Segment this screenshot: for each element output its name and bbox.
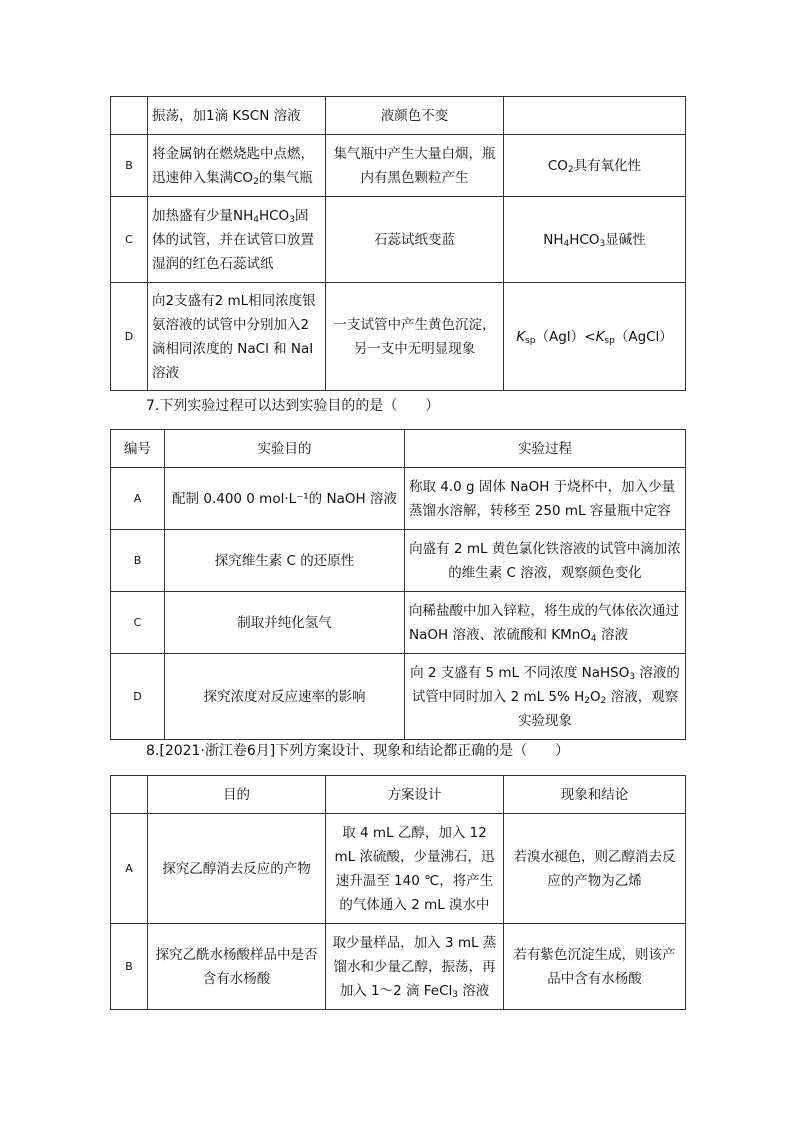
row-label: A [111, 814, 148, 924]
row-label: B [111, 924, 148, 1010]
conclusion-cell: $CO_2$具有氧化性 [504, 135, 686, 197]
phenomenon-cell: 一支试管中产生黄色沉淀，另一支中无明显现象 [326, 283, 504, 391]
column-header [111, 776, 148, 814]
row-label: D [111, 283, 148, 391]
table-header-row [111, 430, 686, 468]
result-cell: 若有紫色沉淀生成，则该产品中含有水杨酸 [504, 924, 686, 1010]
table-row [111, 592, 686, 654]
question-8-table [110, 775, 686, 1010]
process-cell: 称取 4.0 g 固体 NaOH 于烧杯中，加入少量蒸馏水溶解，转移至 250 mL 容量瓶中定容 [405, 468, 686, 530]
table-continuation [110, 96, 686, 391]
table-row [111, 97, 686, 135]
question-7-text: 7.下列实验过程可以达到实验目的的是（ ） [146, 398, 440, 414]
row-label: A [111, 468, 165, 530]
procedure-cell: 将金属钠在燃烧匙中点燃，迅速伸入集满$CO_2$的集气瓶 [148, 135, 326, 197]
table-row [111, 197, 686, 283]
column-header: 实验过程 [405, 430, 686, 468]
table-row [111, 135, 686, 197]
process-cell: 向盛有 2 mL 黄色氯化铁溶液的试管中滴加浓的维生素 C 溶液，观察颜色变化 [405, 530, 686, 592]
row-label: B [111, 530, 165, 592]
row-label: B [111, 135, 148, 197]
conclusion-cell: $K_{sp}(AgI)<K_{sp}(AgCl)$ [504, 283, 686, 391]
purpose-cell: 制取并纯化氢气 [165, 592, 405, 654]
procedure-cell: 向2支盛有2 mL相同浓度银氨溶液的试管中分别加入2滴相同浓度的 NaCl 和 NaI 溶液 [148, 283, 326, 391]
row-label: C [111, 592, 165, 654]
conclusion-cell: $NH_4HCO_3$显碱性 [504, 197, 686, 283]
column-header: 现象和结论 [504, 776, 686, 814]
process-cell: 向 2 支盛有 5 mL 不同浓度 NaHSO$_3$ 溶液的试管中同时加入 2 mL 5% $H_2O_2$ 溶液，观察实验现象 [405, 654, 686, 740]
phenomenon-cell: 液颜色不变 [326, 97, 504, 135]
purpose-cell: 探究乙醇消去反应的产物 [148, 814, 326, 924]
question-7-table [110, 429, 686, 740]
purpose-cell: 探究浓度对反应速率的影响 [165, 654, 405, 740]
table-row [111, 654, 686, 740]
process-cell: 向稀盐酸中加入锌粒，将生成的气体依次通过 NaOH 溶液、浓硫酸和 KMnO$_4$ 溶液 [405, 592, 686, 654]
column-header: 编号 [111, 430, 165, 468]
phenomenon-cell: 集气瓶中产生大量白烟，瓶内有黑色颗粒产生 [326, 135, 504, 197]
design-cell: 取 4 mL 乙醇，加入 12 mL 浓硫酸，少量沸石，迅速升温至 140 ℃，将产生的气体通入 2 mL 溴水中 [326, 814, 504, 924]
table-row [111, 814, 686, 924]
procedure-cell: 振荡，加1滴 KSCN 溶液 [148, 97, 326, 135]
phenomenon-cell: 石蕊试纸变蓝 [326, 197, 504, 283]
purpose-cell: 配制 0.400 0 mol·L⁻¹的 NaOH 溶液 [165, 468, 405, 530]
table-row [111, 283, 686, 391]
purpose-cell: 探究乙酰水杨酸样品中是否含有水杨酸 [148, 924, 326, 1010]
row-label [111, 97, 148, 135]
column-header: 实验目的 [165, 430, 405, 468]
purpose-cell: 探究维生素 C 的还原性 [165, 530, 405, 592]
result-cell: 若溴水褪色，则乙醇消去反应的产物为乙烯 [504, 814, 686, 924]
table-header-row [111, 776, 686, 814]
procedure-cell: 加热盛有少量$NH_4HCO_3$固体的试管，并在试管口放置湿润的红色石蕊试纸 [148, 197, 326, 283]
column-header: 目的 [148, 776, 326, 814]
column-header: 方案设计 [326, 776, 504, 814]
table-row [111, 924, 686, 1010]
table-row [111, 468, 686, 530]
design-cell: 取少量样品，加入 3 mL 蒸馏水和少量乙醇，振荡，再加入 1～2 滴 FeCl$_3$ 溶液 [326, 924, 504, 1010]
row-label: D [111, 654, 165, 740]
row-label: C [111, 197, 148, 283]
conclusion-cell [504, 97, 686, 135]
table-row [111, 530, 686, 592]
question-8-text: 8.[2021·浙江卷6月]下列方案设计、现象和结论都正确的是（ ） [146, 743, 570, 759]
